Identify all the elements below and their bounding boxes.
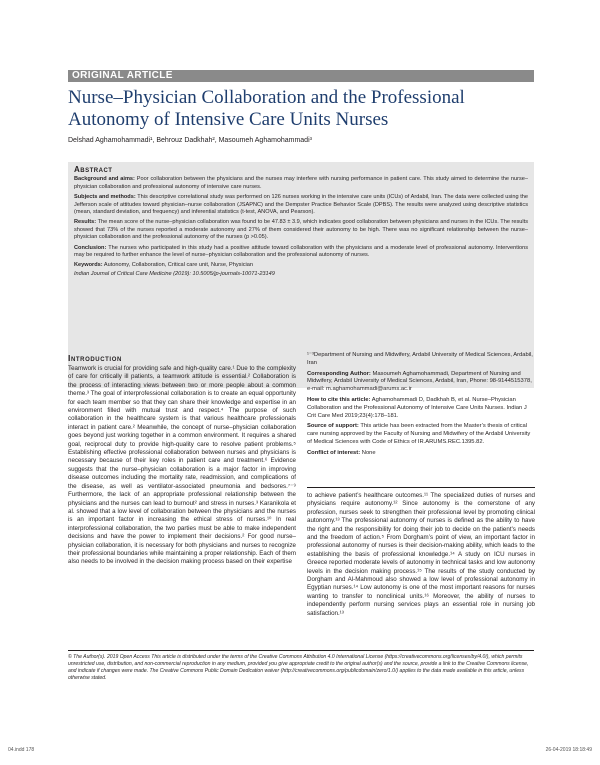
right-column <box>307 492 535 618</box>
affiliation-block <box>307 352 535 461</box>
conflict-text: None <box>361 449 376 456</box>
conclusion-text: The nurses who participated in this study had a positive attitude toward collaboration with the physicians and a moderate level of professional autonomy. Interventions may be required to further enhance the level of nurse–physician collaboration and the professional autonomy of nurses. <box>74 244 529 259</box>
left-column <box>68 365 296 567</box>
affiliation-divider <box>307 487 535 488</box>
abstract-keywords <box>74 262 528 269</box>
intro-paragraph-2: to achieve patient’s healthcare outcomes.¹¹ The specialized duties of nurses and physicians require autonomy.¹² Since autonomy is the cornerstone of any profession, nurses seek to strengthen their professional level by promoting clinical autonomy.¹³ The professional autonomy of nurses is defined as the ability to have the right and the responsibility for doing their job to decide on the patient’s needs and the freedom of action.⁵ From Dorgham’s point of view, an important factor in professional autonomy of nurses is their decision-making ability, which leads to the establishing the basis of professional knowledge.¹⁴ A study on ICU nurses in Greece reported moderate levels of autonomy in technical tasks and low autonomy levels in the decision making process.¹⁵ The results of the study conducted by Dorgham and Al-Mahmoud also showed a low level of professional autonomy in Egyptian nurses.¹⁴ Low autonomy is one of the most important reasons for nurses wanting to transfer to nonclinical units.¹⁶ Moreover, the ability of nurses to independently perform nursing services plays an essential role in nursing job satisfaction.¹³ <box>307 492 535 617</box>
methods-label: Subjects and methods: <box>74 194 136 201</box>
support-label: Source of support: <box>307 423 359 430</box>
affiliation-text: ¹⁻³Department of Nursing and Midwifery, Ardabil University of Medical Sciences, Ardabil, Iran <box>307 352 533 366</box>
title-line-2: Autonomy of Intensive Care Units Nurses <box>68 109 389 130</box>
abstract-methods <box>74 194 528 216</box>
how-to-cite <box>307 397 535 420</box>
license-notice: © The Author(s). 2019 Open Access This article is distributed under the terms of the Creative Commons Attribution 4.0 International License (https://creativecommons.org/licenses/by/4.0/), which permits unrestricted use, distribution, and non-commercial reproduction in any medium, provided you give appropriate credit to the original author(s) and the source, provide a link to the Creative Commons license, and indicate if changes were made. The Creative Commons Public Domain Dedication waiver (http://creativecommons.org/publicdomain/zero/1.0/) applies to the data made available in this article, unless otherwise stated. <box>68 654 529 681</box>
conflict-label: Conflict of interest: <box>307 449 361 456</box>
intro-paragraph-1: Teamwork is crucial for providing safe and high-quality care.¹ Due to the complexity of care for critically ill patients, a teamwork attitude is essential.² Collaboration is the process of interacting views between two or more people about a common theme.³ The goal of interprofessional collaboration is to create an equal opportunity for each team member so that they can share their knowledge and expertise in an environment filled with mutual trust and respect.⁴ The purpose of such collaboration in the healthcare system is that various healthcare professionals interact in patient care.² Meanwhile, the concept of nurse–physician collaboration goes beyond just working together in a common environment. It requires a shared goal, reciprocal duty to provide high-quality care to resolve patient problems.⁵ Establishing effective professional collaboration between nurses and physicians is necessary because of their key roles in patient care and treatment.⁶ Evidence suggests that the nurse–physician collaboration is a major factor in improving disease outcomes including the mortality rate, readmission, and complications of the disease, as well as ventilator-associated pneumonia and bedsores.⁷⁻⁹ Furthermore, the lack of an appropriate professional relationship between the physicians and the nurses can lead to burnout² and stress in nurses.³ Karanikola et al. showed that a low level of collaboration between the physicians and the nurses is an important factor in increasing the ethical stress of nurses.¹⁰ In real interprofessional collaboration, the two parties must be able to make independent decisions and have the power to implement their decisions.² For good nurse–physician collaboration, it is necessary for both physicians and nurses to recognize their professional boundaries while maintaining a proper relationship. Each of them also needs to be involved in the decision making process based on their expertise <box>68 365 296 566</box>
corr-text: Masoumeh Aghamohammadi, Department of Nursing and Midwifery, Ardabil University of Medical Sciences, Ardabil, Iran, Phone: 98-9144515378, e-mail: m.aghamohammadi@arums.ac.ir <box>307 370 532 393</box>
abstract-heading: Abstract <box>74 165 113 174</box>
corresponding-author <box>307 371 535 394</box>
abstract-conclusion <box>74 245 528 260</box>
source-of-support <box>307 423 535 446</box>
cite-text: Aghamohammadi D, Dadkhah B, et al. Nurse–Physician Collaboration and the Professional Autonomy of Intensive Care Units Nurses. Indian J Crit Care Med 2019;23(4):178–181. <box>307 396 527 419</box>
keywords-label: Keywords: <box>74 262 103 269</box>
aims-label: Background and aims: <box>74 176 135 183</box>
keywords-text: Autonomy, Collaboration, Critical care unit, Nurse, Physician <box>103 262 253 269</box>
abstract-citation: Indian Journal of Critical Care Medicine (2019): 10.5005/jp-journals-10071-23149 <box>74 270 275 277</box>
author-list: Delshad Aghamohammadi¹, Behrouz Dadkhah², Masoumeh Aghamohammadi³ <box>68 137 312 144</box>
aims-text: Poor collaboration between the physicians and the nurses may interfere with nursing performance in patient care. This study aimed to determine the nurse–physician collaboration and professional autonomy of intensive care nurses. <box>74 176 528 190</box>
section-banner: ORIGINAL ARTICLE <box>68 70 534 82</box>
footer-divider <box>68 650 534 651</box>
introduction-heading: Introduction <box>68 353 122 363</box>
conflict-of-interest <box>307 450 535 458</box>
abstract-aims <box>74 176 528 191</box>
support-text: This article has been extracted from the Master’s thesis of critical care nursing approved by the Faculty of Nursing and Midwifery of the Ardabil University of Medical Sciences with Code of Ethics of IR.ARUMS.REC.1395.82. <box>307 423 531 445</box>
article-title <box>68 87 538 131</box>
results-label: Results: <box>74 219 97 226</box>
conclusion-label: Conclusion: <box>74 244 107 251</box>
abstract-results <box>74 219 528 241</box>
methods-text: This descriptive correlational study was performed on 126 nurses working in the intensive care units (ICUs) of Ardabil, Iran. The data were collected using the Jefferson scale of attitudes toward physician–nurse collaboration (JSAPNC) and the Dempster Practice Behavior Scale (DPBS). The results were analyzed using descriptive statistics (mean, standard deviation, and frequency) and inferential statistics (t-test, ANOVA, and Pearson). <box>74 194 529 216</box>
date-info: 26-04-2019 18:18:49 <box>545 747 592 753</box>
corr-label: Corresponding Author: <box>307 370 371 377</box>
file-info: 04.indd 178 <box>8 747 35 753</box>
results-text: The mean score of the nurse–physician collaboration was found to be 47.83 ± 3.9, which indicates good collaboration between physicians and nurses in the ICUs. The results showed that 73% of the nurses reported a moderate autonomy and 27% of them considered their autonomy to be high. There was no significant relationship between the nurse–physician collaboration and the professional autonomy of the nurses (p >0.05). <box>74 219 529 241</box>
cite-label: How to cite this article: <box>307 396 371 403</box>
title-line-1: Nurse–Physician Collaboration and the Professional <box>68 87 465 108</box>
